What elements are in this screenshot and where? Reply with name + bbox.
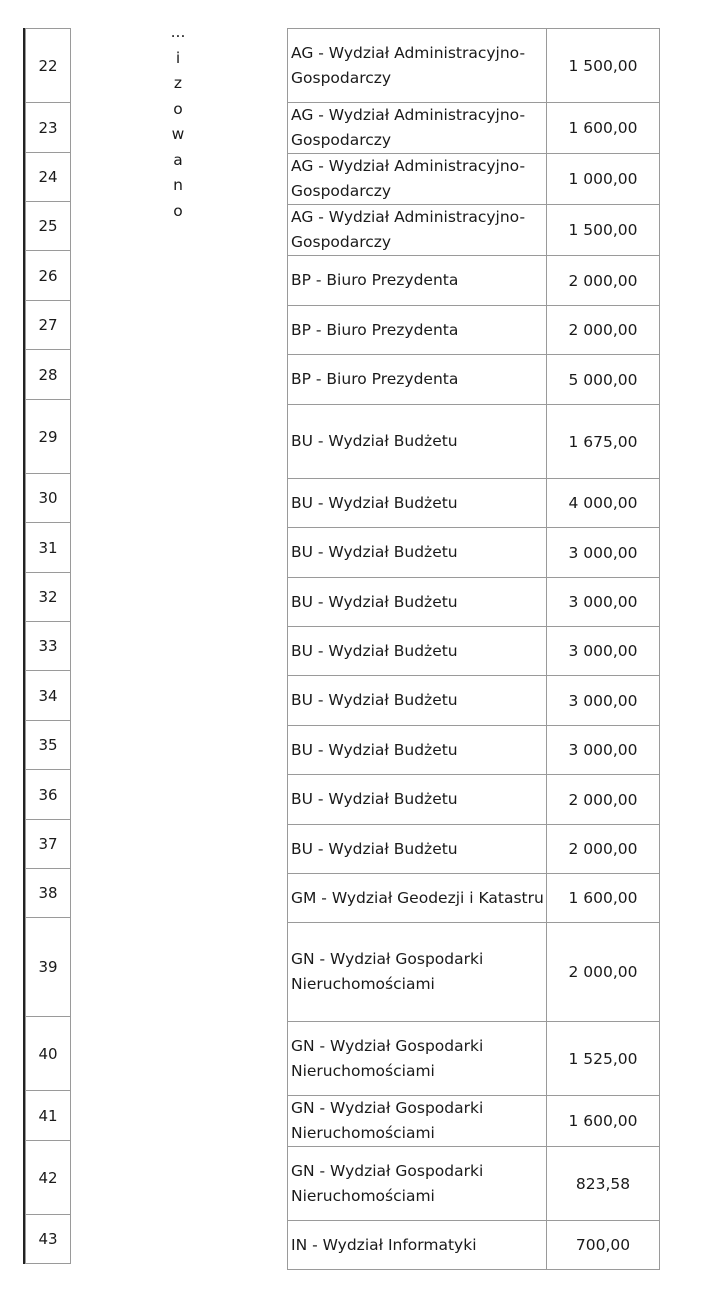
table-row (26, 1141, 71, 1215)
department-name: GM - Wydział Geodezji i Katastru (288, 874, 547, 923)
table-row (288, 825, 660, 874)
department-name: BU - Wydział Budżetu (288, 676, 547, 726)
row-number: 32 (26, 573, 71, 622)
table-row (26, 523, 71, 573)
table-row (26, 153, 71, 202)
row-number: 34 (26, 671, 71, 721)
department-name: BU - Wydział Budżetu (288, 578, 547, 627)
department-name: BP - Biuro Prezydenta (288, 306, 547, 355)
row-number: 38 (26, 869, 71, 918)
amount-value: 1 600,00 (547, 1096, 660, 1147)
row-number: 29 (26, 400, 71, 474)
row-number-table (25, 28, 71, 1264)
table-row (26, 350, 71, 400)
department-name: GN - Wydział Gospodarki Nieruchomościami (288, 1147, 547, 1221)
row-number: 37 (26, 820, 71, 869)
row-number: 35 (26, 721, 71, 770)
department-name: BU - Wydział Budżetu (288, 775, 547, 825)
table-row (288, 29, 660, 103)
department-name: IN - Wydział Informatyki (288, 1221, 547, 1270)
table-row (288, 627, 660, 676)
table-row (26, 573, 71, 622)
table-row (288, 1221, 660, 1270)
amount-value: 4 000,00 (547, 479, 660, 528)
row-number: 42 (26, 1141, 71, 1215)
row-number: 23 (26, 103, 71, 153)
amount-value: 1 600,00 (547, 103, 660, 154)
table-row (288, 874, 660, 923)
amount-value: 700,00 (547, 1221, 660, 1270)
amount-value: 1 500,00 (547, 205, 660, 256)
amount-value: 2 000,00 (547, 306, 660, 355)
table-row (288, 103, 660, 154)
row-number: 26 (26, 251, 71, 301)
table-row (26, 301, 71, 350)
table-row (288, 528, 660, 578)
row-number: 33 (26, 622, 71, 671)
amount-value: 2 000,00 (547, 825, 660, 874)
department-name: GN - Wydział Gospodarki Nieruchomościami (288, 1096, 547, 1147)
department-name: BP - Biuro Prezydenta (288, 355, 547, 405)
vertical-column-text: ... i z o w a n o (170, 23, 186, 220)
table-row (26, 29, 71, 103)
department-name: AG - Wydział Administracyjno-Gospodarczy (288, 154, 547, 205)
table-row (288, 1147, 660, 1221)
table-row (288, 726, 660, 775)
amount-value: 3 000,00 (547, 627, 660, 676)
table-row (288, 306, 660, 355)
table-row (288, 1096, 660, 1147)
department-name: BU - Wydział Budżetu (288, 726, 547, 775)
table-row (26, 202, 71, 251)
amount-value: 1 000,00 (547, 154, 660, 205)
table-row (26, 1091, 71, 1141)
amount-value: 3 000,00 (547, 528, 660, 578)
amount-value: 2 000,00 (547, 923, 660, 1022)
table-row (26, 770, 71, 820)
amount-value: 3 000,00 (547, 578, 660, 627)
amount-value: 823,58 (547, 1147, 660, 1221)
row-number: 36 (26, 770, 71, 820)
department-name: BU - Wydział Budżetu (288, 405, 547, 479)
row-number: 22 (26, 29, 71, 103)
table-row (26, 1215, 71, 1264)
table-row (26, 400, 71, 474)
amount-value: 1 500,00 (547, 29, 660, 103)
row-number: 24 (26, 153, 71, 202)
table-row (288, 479, 660, 528)
table-row (26, 474, 71, 523)
table-row (288, 205, 660, 256)
table-row (26, 869, 71, 918)
amount-value: 2 000,00 (547, 256, 660, 306)
department-name: GN - Wydział Gospodarki Nieruchomościami (288, 923, 547, 1022)
table-row (26, 622, 71, 671)
row-number: 31 (26, 523, 71, 573)
table-row (26, 671, 71, 721)
amount-value: 1 525,00 (547, 1022, 660, 1096)
table-row (288, 1022, 660, 1096)
department-name: AG - Wydział Administracyjno-Gospodarczy (288, 205, 547, 256)
amount-value: 3 000,00 (547, 676, 660, 726)
department-name: GN - Wydział Gospodarki Nieruchomościami (288, 1022, 547, 1096)
table-row (288, 923, 660, 1022)
row-number: 41 (26, 1091, 71, 1141)
row-number: 25 (26, 202, 71, 251)
row-number: 39 (26, 918, 71, 1017)
row-number: 40 (26, 1017, 71, 1091)
department-name: BU - Wydział Budżetu (288, 825, 547, 874)
amount-value: 1 675,00 (547, 405, 660, 479)
department-name: BP - Biuro Prezydenta (288, 256, 547, 306)
department-name: BU - Wydział Budżetu (288, 479, 547, 528)
department-name: BU - Wydział Budżetu (288, 528, 547, 578)
table-row (26, 721, 71, 770)
amount-value: 2 000,00 (547, 775, 660, 825)
table-row (26, 103, 71, 153)
table-row (288, 775, 660, 825)
amount-value: 3 000,00 (547, 726, 660, 775)
table-row (26, 1017, 71, 1091)
table-row (288, 405, 660, 479)
table-row (26, 918, 71, 1017)
table-row (288, 578, 660, 627)
row-number: 27 (26, 301, 71, 350)
department-name: AG - Wydział Administracyjno-Gospodarczy (288, 29, 547, 103)
row-number: 30 (26, 474, 71, 523)
department-amount-table (287, 28, 660, 1270)
table-row (288, 355, 660, 405)
amount-value: 5 000,00 (547, 355, 660, 405)
table-row (288, 256, 660, 306)
table-row (26, 820, 71, 869)
table-row (288, 154, 660, 205)
row-number: 43 (26, 1215, 71, 1264)
table-row (26, 251, 71, 301)
table-row (288, 676, 660, 726)
department-name: AG - Wydział Administracyjno-Gospodarczy (288, 103, 547, 154)
amount-value: 1 600,00 (547, 874, 660, 923)
department-name: BU - Wydział Budżetu (288, 627, 547, 676)
row-number: 28 (26, 350, 71, 400)
